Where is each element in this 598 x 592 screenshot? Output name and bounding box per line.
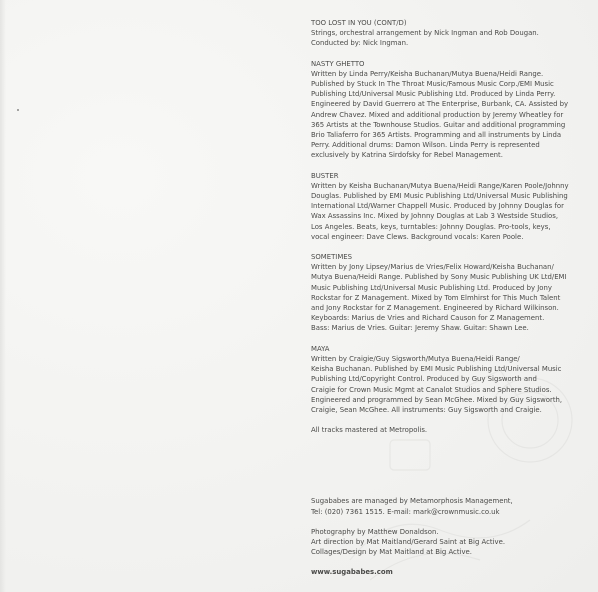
art-credit-line: Collages/Design by Mat Maitland at Big Active. <box>311 548 472 557</box>
section-sometimes <box>311 252 593 334</box>
section-title: SOMETIMES <box>311 253 353 262</box>
credit-line: exclusively by Katrina Sirdofsky for Rebel Management. <box>311 151 503 160</box>
credit-line: Wax Assassins Inc. Mixed by Johnny Douglas at Lab 3 Westside Studios, <box>311 212 559 221</box>
credit-line: Published by Stuck In The Throat Music/Famous Music Corp./EMI Music <box>311 80 554 89</box>
section-title: BUSTER <box>311 171 339 180</box>
credit-line: Brio Taliaferro for 365 Artists. Programming and all instruments by Linda <box>311 131 562 140</box>
art-credits-block <box>311 527 593 558</box>
page-fold-shadow <box>0 0 6 592</box>
credit-line: Engineered by David Guerrero at The Enterprise, Burbank, CA. Assisted by <box>311 100 569 109</box>
credits-column <box>311 18 593 578</box>
section-maya <box>311 344 593 415</box>
credit-line: Perry. Additional drums: Damon Wilson. Linda Perry is represented <box>311 141 540 150</box>
credit-line: Rockstar for Z Management. Mixed by Tom Elmhirst for This Much Talent <box>311 293 561 302</box>
management-block <box>311 496 593 516</box>
credit-line: Bass: Marius de Vries. Guitar: Jeremy Shaw. Guitar: Shawn Lee. <box>311 324 529 333</box>
section-title: NASTY GHETTO <box>311 59 365 68</box>
credit-line: vocal engineer: Dave Clews. Background vocals: Karen Poole. <box>311 232 524 241</box>
credit-line: Engineered and programmed by Sean McGhee. Mixed by Guy Sigsworth, <box>311 395 563 404</box>
section-buster <box>311 171 593 242</box>
section-title: TOO LOST IN YOU (CONT/D) <box>311 19 407 27</box>
credit-line: Los Angeles. Beats, keys, turntables: Johnny Douglas. Pro-tools, keys, <box>311 222 551 231</box>
management-line: Sugababes are managed by Metamorphosis Management, <box>311 497 513 506</box>
credit-line: Andrew Chavez. Mixed and additional production by Jeremy Wheatley for <box>311 110 564 119</box>
credit-line: International Ltd/Warner Chappell Music. Produced by Johnny Douglas for <box>311 202 564 211</box>
section-too-lost-in-you <box>311 18 593 49</box>
paper-speck <box>17 109 19 111</box>
section-nasty-ghetto <box>311 59 593 161</box>
credit-line: Keyboards: Marius de Vries and Richard Causon for Z Management. <box>311 314 545 323</box>
credit-line: Keisha Buchanan. Published by EMI Music Publishing Ltd/Universal Music <box>311 365 562 374</box>
credit-line: Written by Craigie/Guy Sigsworth/Mutya Buena/Heidi Range/ <box>311 354 520 363</box>
credit-line: Written by Keisha Buchanan/Mutya Buena/Heidi Range/Karen Poole/Johnny <box>311 181 569 190</box>
credit-line: Craigie for Crown Music Mgmt at Canalot Studios and Sphere Studios. <box>311 385 552 394</box>
credit-line: Publishing Ltd/Universal Music Publishing Ltd. Produced by Linda Perry. <box>311 90 556 99</box>
credit-line: Douglas. Published by EMI Music Publishing Ltd/Universal Music Publishing <box>311 192 568 201</box>
credit-line: Publishing Ltd/Copyright Control. Produced by Guy Sigsworth and <box>311 375 537 384</box>
credit-line: Strings, orchestral arrangement by Nick Ingman and Rob Dougan. <box>311 29 539 38</box>
art-credit-line: Photography by Matthew Donaldson. <box>311 527 439 536</box>
mastering-note: All tracks mastered at Metropolis. <box>311 426 428 435</box>
credit-line: 365 Artists at the Townhouse Studios. Guitar and additional programming <box>311 120 566 129</box>
section-title: MAYA <box>311 344 330 353</box>
management-contact: Tel: (020) 7361 1515. E-mail: mark@crownmusic.co.uk <box>311 507 500 516</box>
credit-line: and Jony Rockstar for Z Management. Engineered by Richard Wilkinson. <box>311 304 559 313</box>
art-credit-line: Art direction by Mat Maitland/Gerard Saint at Big Active. <box>311 537 506 546</box>
credit-line: Music Publishing Ltd/Universal Music Publishing Ltd. Produced by Jony <box>311 283 552 292</box>
credit-line: Written by Linda Perry/Keisha Buchanan/Mutya Buena/Heidi Range. <box>311 69 544 78</box>
credit-line: Written by Jony Lipsey/Marius de Vries/Felix Howard/Keisha Buchanan/ <box>311 263 554 272</box>
credit-line: Craigie, Sean McGhee. All instruments: Guy Sigsworth and Craigie. <box>311 405 542 414</box>
credit-line: Conducted by: Nick Ingman. <box>311 39 409 48</box>
website-url: www.sugababes.com <box>311 568 393 577</box>
credit-line: Mutya Buena/Heidi Range. Published by Sony Music Publishing UK Ltd/EMI <box>311 273 567 282</box>
